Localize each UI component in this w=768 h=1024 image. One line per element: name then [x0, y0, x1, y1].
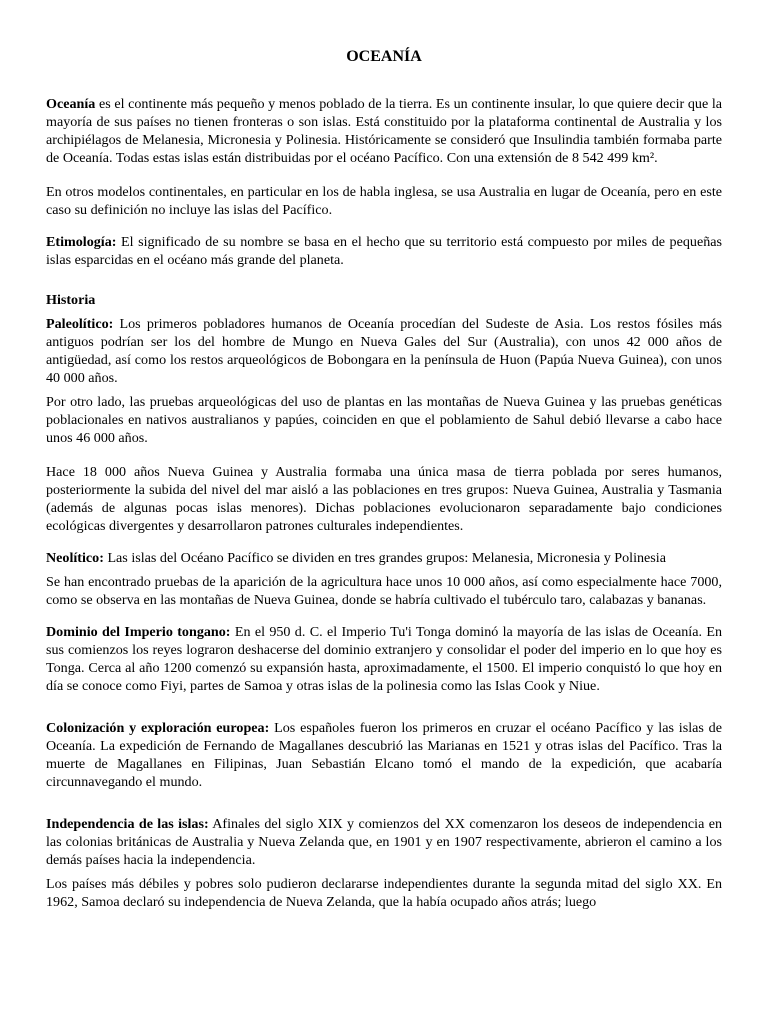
paleolithic-paragraph	[46, 315, 722, 387]
tonga-paragraph	[46, 623, 722, 695]
independence-term: Independencia de las islas:	[46, 816, 209, 832]
evidence-paragraph: Por otro lado, las pruebas arqueológicas del uso de plantas en las montañas de Nueva Guinea y las pruebas genéticas poblacionales en nativos australianos y papúes, coinciden en que el poblamiento de Sahul debió llevarse a cabo hace unos 46 000 años.	[46, 394, 722, 446]
intro-paragraph	[46, 95, 722, 167]
paleolithic-text: Los primeros pobladores humanos de Oceanía procedían del Sudeste de Asia. Los restos fósiles más antiguos podrían ser los del hombre de Mungo en Nueva Gales del Sur (Australia), con unos 42 000 años de antigüedad, así como los restos arqueológicos de Bobongara en la península de Huon (Papúa Nueva Guinea), con unos 40 000 años.	[46, 316, 722, 386]
independence-text: Afinales del siglo XIX y comienzos del XX comenzaron los deseos de independencia en las colonias británicas de Australia y Nueva Zelanda que, en 1901 y en 1907 respectivamente, abrieron el camino a los demás países hacia la independencia.	[46, 816, 722, 868]
agriculture-paragraph: Se han encontrado pruebas de la aparición de la agricultura hace unos 10 000 años, así como especialmente hace 7000, como se observa en las montañas de Nueva Guinea, donde se habría cultivado el tubérculo taro, calabazas y bananas.	[46, 574, 722, 608]
etymology-term: Etimología:	[46, 234, 117, 250]
tonga-text: En el 950 d. C. el Imperio Tu'i Tonga dominó la mayoría de las islas de Oceanía. En sus comienzos los reyes lograron deshacerse del dominio extranjero y consolidar el poder del imperio en lo que hoy es Tonga. Cerca al año 1200 comenzó su expansión hasta, aproximadamente, el 1500. El imperio conquistó lo que hoy en día se conoce como Fiyi, partes de Samoa y otras islas de la polinesia como las Islas Cook y Niue.	[46, 624, 722, 694]
landmass-paragraph: Hace 18 000 años Nueva Guinea y Australia formaba una única masa de tierra poblada por seres humanos, posteriormente la subida del nivel del mar aisló a las poblaciones en tres grupos: Nueva Guinea, Australia y Tasmania (además de algunas pocas islas menores). Dichas poblaciones evolucionaron separadamente bajo condiciones ecológicas divergentes y desarrollaron patrones culturales independientes.	[46, 464, 722, 534]
neolithic-paragraph	[46, 549, 722, 567]
paleolithic-term: Paleolítico:	[46, 316, 114, 332]
page-title: OCEANÍA	[346, 48, 422, 65]
models-paragraph: En otros modelos continentales, en particular en los de habla inglesa, se usa Australia en lugar de Oceanía, pero en este caso su definición no incluye las islas del Pacífico.	[46, 184, 722, 218]
etymology-text: El significado de su nombre se basa en el hecho que su territorio está compuesto por miles de pequeñas islas esparcidas en el océano más grande del planeta.	[46, 234, 722, 268]
weaker-countries-paragraph: Los países más débiles y pobres solo pudieron declararse independientes durante la segunda mitad del siglo XX. En 1962, Samoa declaró su independencia de Nueva Zelanda, que la había ocupado años atrás; luego	[46, 876, 722, 910]
colonization-text: Los españoles fueron los primeros en cruzar el océano Pacífico y las islas de Oceanía. La expedición de Fernando de Magallanes descubrió las Marianas en 1521 y otras islas del Pacífico. Tras la muerte de Magallanes en Filipinas, Juan Sebastián Elcano tomó el mando de la expedición, que acabaría circunnavegando el mundo.	[46, 720, 722, 790]
neolithic-term: Neolítico:	[46, 550, 104, 566]
colonization-term: Colonización y exploración europea:	[46, 720, 270, 736]
tonga-term: Dominio del Imperio tongano:	[46, 624, 231, 640]
history-heading: Historia	[46, 292, 96, 308]
independence-paragraph	[46, 815, 722, 869]
neolithic-text: Las islas del Océano Pacífico se dividen en tres grandes grupos: Melanesia, Micronesia y Polinesia	[103, 550, 666, 566]
etymology-paragraph	[46, 233, 722, 269]
intro-term: Oceanía	[46, 96, 96, 112]
intro-text: es el continente más pequeño y menos poblado de la tierra. Es un continente insular, lo que quiere decir que la mayoría de sus países no tienen fronteras o son islas. Está constituido por la plataforma continental de Australia y los archipiélagos de Melanesia, Micronesia y Polinesia. Históricamente se consideró que Insulindia también formaba parte de Oceanía. Todas estas islas están distribuidas por el océano Pacífico. Con una extensión de 8 542 499 km².	[46, 96, 722, 166]
colonization-paragraph	[46, 719, 722, 791]
